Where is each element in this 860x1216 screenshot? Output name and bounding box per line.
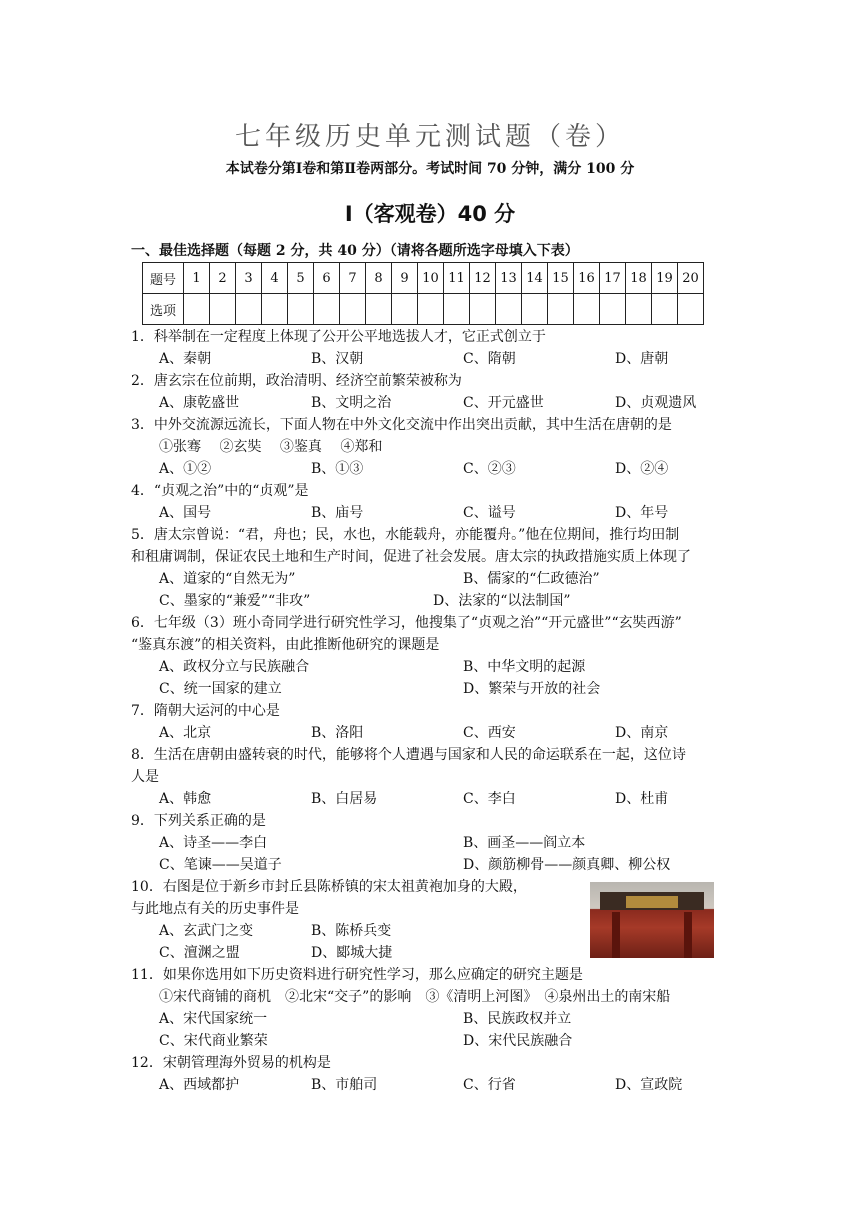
answer-choice-cell[interactable] — [184, 294, 210, 325]
answer-option: C、宋代商业繁荣 — [159, 1033, 268, 1049]
question-sub-text: ①宋代商铺的商机 ②北宋“交子”的影响 ③《清明上河图》 ④泉州出土的南宋船 — [159, 989, 671, 1005]
answer-option: D、繁荣与开放的社会 — [463, 681, 601, 697]
answer-option: D、南京 — [615, 725, 669, 741]
question-stem-line — [131, 810, 736, 832]
answer-number-cell: 8 — [366, 263, 392, 294]
answer-option: B、①③ — [311, 461, 364, 477]
answer-option: B、画圣——阎立本 — [463, 835, 586, 851]
answer-option: B、市舶司 — [311, 1077, 378, 1093]
answer-number-cell: 10 — [418, 263, 444, 294]
answer-number-cell: 9 — [392, 263, 418, 294]
answer-option: D、杜甫 — [615, 791, 669, 807]
answer-choice-cell[interactable] — [210, 294, 236, 325]
question-stem-line — [131, 964, 736, 986]
answer-number-cell: 14 — [522, 263, 548, 294]
answer-choice-cell[interactable] — [470, 294, 496, 325]
answer-option: C、澶渊之盟 — [159, 945, 240, 961]
answer-choice-cell[interactable] — [574, 294, 600, 325]
answer-number-cell: 2 — [210, 263, 236, 294]
question-stem: 9．下列关系正确的是 — [131, 813, 266, 829]
answer-choice-cell[interactable] — [652, 294, 678, 325]
question-stem-line — [131, 524, 736, 546]
answer-option: C、笔谏——吴道子 — [159, 857, 282, 873]
answer-option: D、颜筋柳骨——颜真卿、柳公权 — [463, 857, 671, 873]
answer-option: D、宣政院 — [615, 1077, 683, 1093]
options-row — [131, 568, 736, 590]
answer-option: C、李白 — [463, 791, 516, 807]
answer-option: A、诗圣——李白 — [159, 835, 268, 851]
options-row — [131, 678, 736, 700]
answer-option: B、洛阳 — [311, 725, 364, 741]
answer-number-cell: 5 — [288, 263, 314, 294]
question-sub-items — [131, 986, 736, 1008]
answer-option: A、宋代国家统一 — [159, 1011, 268, 1027]
options-row — [131, 348, 736, 370]
answer-option: A、韩愈 — [159, 791, 212, 807]
answer-option: C、谥号 — [463, 505, 516, 521]
question-item — [131, 480, 736, 524]
answer-option: B、汉朝 — [311, 351, 364, 367]
question-stem: 人是 — [131, 769, 159, 785]
answer-option: C、隋朝 — [463, 351, 516, 367]
options-row — [131, 590, 736, 612]
answer-number-cell: 11 — [444, 263, 470, 294]
question-stem: 3．中外交流源远流长，下面人物在中外文化交流中作出突出贡献，其中生活在唐朝的是 — [131, 417, 672, 433]
answer-option: A、道家的“自然无为” — [159, 571, 296, 587]
chenqiao-hall-photo — [590, 882, 714, 958]
answer-option: A、玄武门之变 — [159, 923, 254, 939]
question-item — [131, 414, 736, 480]
answer-choice-cell[interactable] — [522, 294, 548, 325]
question-stem-line — [131, 414, 736, 436]
question-stem: 10．右图是位于新乡市封丘县陈桥镇的宋太祖黄袍加身的大殿， — [131, 879, 527, 895]
question-stem: 2．唐玄宗在位前期，政治清明、经济空前繁荣被称为 — [131, 373, 462, 389]
question-stem: 8．生活在唐朝由盛转衰的时代，能够将个人遭遇与国家和人民的命运联系在一起，这位诗 — [131, 747, 686, 763]
answer-option: C、统一国家的建立 — [159, 681, 282, 697]
question-stem: 7．隋朝大运河的中心是 — [131, 703, 280, 719]
options-row — [131, 1008, 736, 1030]
question-item — [131, 326, 736, 370]
answer-option: D、②④ — [615, 461, 669, 477]
question-stem: 1．科举制在一定程度上体现了公开公平地选拔人才，它正式创立于 — [131, 329, 546, 345]
answer-option: B、文明之治 — [311, 395, 392, 411]
answer-option: A、北京 — [159, 725, 212, 741]
question-item — [131, 810, 736, 876]
question-stem: 4．“贞观之治”中的“贞观”是 — [131, 483, 309, 499]
answer-table-number-row — [143, 263, 704, 294]
part-heading: 一、最佳选择题（每题 2 分，共 40 分）（请将各题所选字母填入下表） — [131, 243, 579, 259]
options-row — [131, 1074, 736, 1096]
answer-choice-cell[interactable] — [626, 294, 652, 325]
options-row — [131, 502, 736, 524]
answer-number-cell: 7 — [340, 263, 366, 294]
question-stem-line — [131, 612, 736, 634]
answer-choice-cell[interactable] — [548, 294, 574, 325]
question-sub-items — [131, 436, 736, 458]
answer-option: D、贞观遗风 — [615, 395, 697, 411]
question-stem-line — [131, 370, 736, 392]
answer-number-cell: 20 — [678, 263, 704, 294]
answer-option: B、中华文明的起源 — [463, 659, 586, 675]
answer-option: C、②③ — [463, 461, 516, 477]
options-row — [131, 1030, 736, 1052]
answer-choice-cell[interactable] — [262, 294, 288, 325]
question-item — [131, 524, 736, 612]
answer-number-cell: 16 — [574, 263, 600, 294]
question-stem-line — [131, 744, 736, 766]
answer-option: B、白居易 — [311, 791, 378, 807]
options-row — [131, 788, 736, 810]
answer-option: A、康乾盛世 — [159, 395, 240, 411]
question-stem: 5．唐太宗曾说：“君，舟也；民，水也，水能载舟，亦能覆舟。”他在位期间，推行均田制 — [131, 527, 680, 543]
answer-table-choice-row — [143, 294, 704, 325]
question-item — [131, 964, 736, 1052]
question-sub-text: ①张骞 ②玄奘 ③鉴真 ④郑和 — [159, 439, 383, 455]
question-list — [131, 326, 736, 1096]
answer-choice-cell[interactable] — [496, 294, 522, 325]
question-stem-line — [131, 700, 736, 722]
answer-number-cell: 1 — [184, 263, 210, 294]
answer-option: A、西域都护 — [159, 1077, 240, 1093]
question-stem: 与此地点有关的历史事件是 — [131, 901, 299, 917]
answer-option: D、唐朝 — [615, 351, 669, 367]
answer-option: D、法家的“以法制国” — [433, 593, 571, 609]
answer-option: B、民族政权并立 — [463, 1011, 572, 1027]
answer-option: D、宋代民族融合 — [463, 1033, 573, 1049]
answer-number-cell: 4 — [262, 263, 288, 294]
answer-option: B、庙号 — [311, 505, 364, 521]
question-stem: 11．如果你选用如下历史资料进行研究性学习，那么应确定的研究主题是 — [131, 967, 583, 983]
answer-choice-cell[interactable] — [444, 294, 470, 325]
options-row — [131, 392, 736, 414]
question-stem: 12．宋朝管理海外贸易的机构是 — [131, 1055, 331, 1071]
exam-title: 七年级历史单元测试题（卷） — [234, 122, 625, 152]
answer-option: A、①② — [159, 461, 212, 477]
answer-option: D、郾城大捷 — [311, 945, 393, 961]
question-stem-line — [131, 480, 736, 502]
answer-choice-cell[interactable] — [288, 294, 314, 325]
answer-option: A、秦朝 — [159, 351, 212, 367]
answer-option: A、国号 — [159, 505, 212, 521]
question-stem-line — [131, 326, 736, 348]
answer-choice-cell[interactable] — [366, 294, 392, 325]
options-row — [131, 656, 736, 678]
answer-choice-cell[interactable] — [600, 294, 626, 325]
question-stem: 6．七年级（3）班小奇同学进行研究性学习，他搜集了“贞观之治”“开元盛世”“玄奘西游” — [131, 615, 682, 631]
question-stem-line — [131, 1052, 736, 1074]
answer-option: C、墨家的“兼爱”“非攻” — [159, 593, 311, 609]
question-item — [131, 744, 736, 810]
answer-number-cell: 12 — [470, 263, 496, 294]
question-stem-line — [131, 766, 736, 788]
answer-choice-cell[interactable] — [392, 294, 418, 325]
question-item — [131, 370, 736, 414]
options-row — [131, 832, 736, 854]
answer-number-cell: 15 — [548, 263, 574, 294]
exam-subtitle: 本试卷分第Ⅰ卷和第Ⅱ卷两部分。考试时间 70 分钟，满分 100 分 — [225, 161, 635, 177]
answer-option: C、开元盛世 — [463, 395, 544, 411]
question-item — [131, 700, 736, 744]
answer-table-row-label: 题号 — [143, 263, 184, 294]
answer-choice-cell[interactable] — [340, 294, 366, 325]
answer-option: C、行省 — [463, 1077, 516, 1093]
answer-number-cell: 18 — [626, 263, 652, 294]
options-row — [131, 854, 736, 876]
question-stem: “鉴真东渡”的相关资料，由此推断他研究的课题是 — [131, 637, 440, 653]
answer-option: C、西安 — [463, 725, 516, 741]
answer-number-cell: 19 — [652, 263, 678, 294]
question-stem: 和租庸调制，保证农民土地和生产时间，促进了社会发展。唐太宗的执政措施实质上体现了 — [131, 549, 691, 565]
answer-choice-cell[interactable] — [418, 294, 444, 325]
answer-choice-cell[interactable] — [236, 294, 262, 325]
answer-option: A、政权分立与民族融合 — [159, 659, 310, 675]
section-heading: Ⅰ（客观卷）40 分 — [344, 202, 516, 226]
question-stem-line — [131, 546, 736, 568]
question-item — [131, 612, 736, 700]
answer-option: B、陈桥兵变 — [311, 923, 392, 939]
answer-option: D、年号 — [615, 505, 669, 521]
answer-option: B、儒家的“仁政德治” — [463, 571, 600, 587]
answer-number-cell: 6 — [314, 263, 340, 294]
answer-choice-cell[interactable] — [314, 294, 340, 325]
options-row — [131, 722, 736, 744]
answer-number-cell: 13 — [496, 263, 522, 294]
options-row — [131, 458, 736, 480]
answer-table-row-label: 选项 — [143, 294, 184, 325]
question-stem-line — [131, 634, 736, 656]
question-item — [131, 1052, 736, 1096]
answer-number-cell: 17 — [600, 263, 626, 294]
answer-number-cell: 3 — [236, 263, 262, 294]
answer-table — [142, 262, 704, 325]
answer-choice-cell[interactable] — [678, 294, 704, 325]
